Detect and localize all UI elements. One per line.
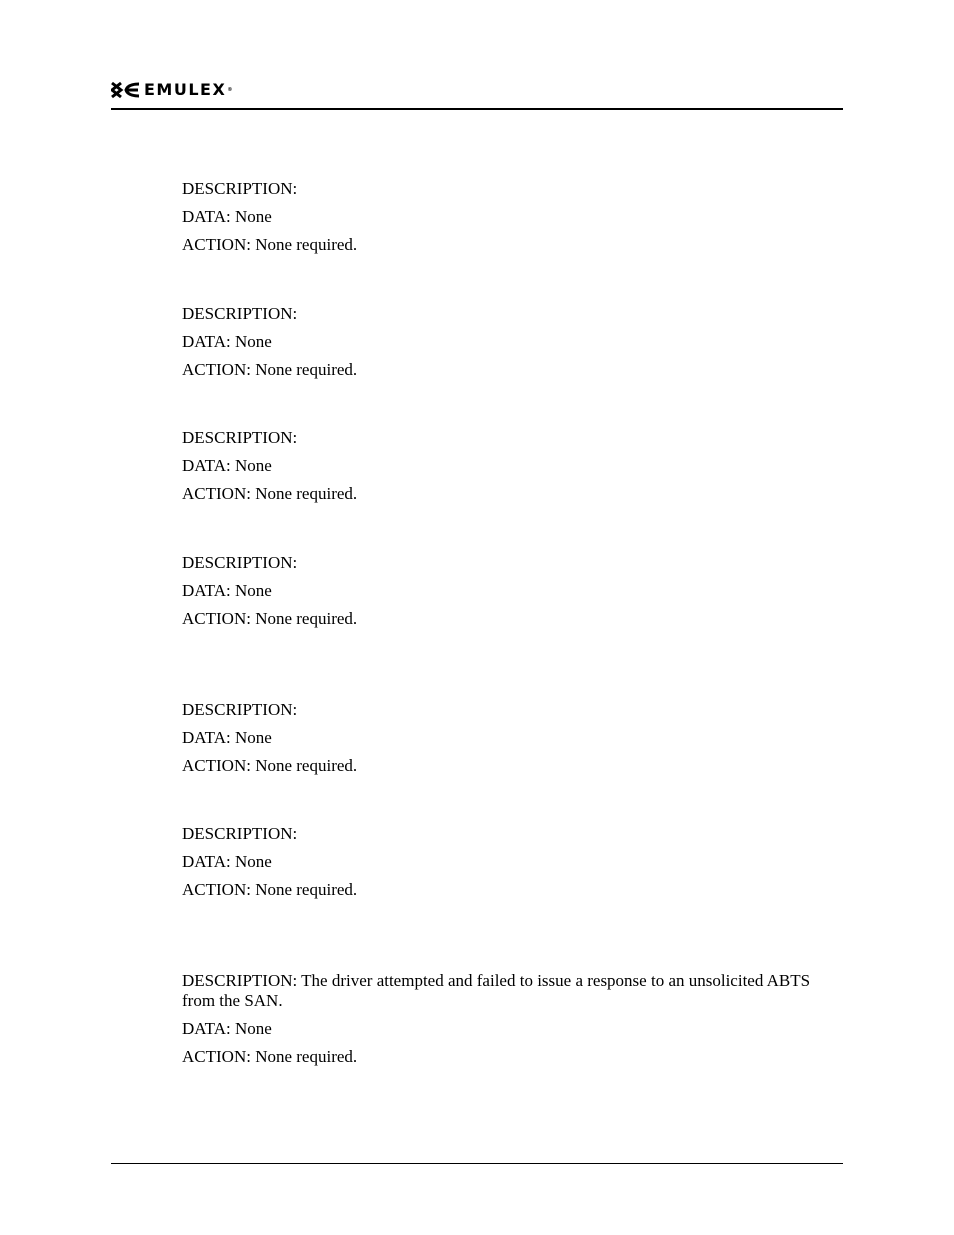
entry-data: DATA: None xyxy=(182,332,272,351)
message-entry xyxy=(182,179,842,263)
footer-divider xyxy=(111,1163,843,1164)
entry-action: ACTION: None required. xyxy=(182,1047,358,1066)
message-entry xyxy=(182,553,842,637)
message-entry xyxy=(182,304,842,388)
entry-description: DESCRIPTION: xyxy=(182,553,298,572)
entry-action: ACTION: None required. xyxy=(182,609,358,628)
message-entry xyxy=(182,428,842,512)
entry-description: DESCRIPTION: The driver attempted and failed to issue a response to an unsolicited ABTS from the SAN. xyxy=(182,971,811,1010)
entry-action: ACTION: None required. xyxy=(182,235,358,254)
entry-data: DATA: None xyxy=(182,207,272,226)
registered-mark: ® xyxy=(227,87,234,93)
entry-data: DATA: None xyxy=(182,1019,272,1038)
entry-description: DESCRIPTION: xyxy=(182,824,298,843)
entry-data: DATA: None xyxy=(182,852,272,871)
header-divider xyxy=(111,108,843,110)
message-entry xyxy=(182,700,842,784)
entry-action: ACTION: None required. xyxy=(182,756,358,775)
emulex-logo xyxy=(111,80,234,100)
emulex-logo-mark-icon xyxy=(111,81,141,99)
page-header xyxy=(111,80,843,110)
message-entry xyxy=(182,824,842,908)
entry-description: DESCRIPTION: xyxy=(182,304,298,323)
message-entry xyxy=(182,971,842,1075)
entry-action: ACTION: None required. xyxy=(182,360,358,379)
entry-action: ACTION: None required. xyxy=(182,484,358,503)
entry-description: DESCRIPTION: xyxy=(182,700,298,719)
entry-action: ACTION: None required. xyxy=(182,880,358,899)
entry-data: DATA: None xyxy=(182,728,272,747)
entry-data: DATA: None xyxy=(182,456,272,475)
emulex-logo-text: EMULEX® xyxy=(144,80,234,99)
entry-description: DESCRIPTION: xyxy=(182,179,298,198)
entry-description: DESCRIPTION: xyxy=(182,428,298,447)
entry-data: DATA: None xyxy=(182,581,272,600)
